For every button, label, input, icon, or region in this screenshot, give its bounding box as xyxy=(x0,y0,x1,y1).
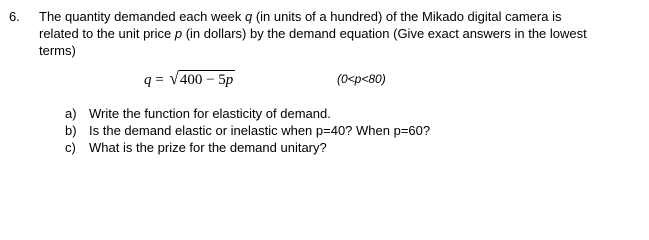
subpart-text: What is the prize for the demand unitary? xyxy=(89,140,327,155)
subpart-b xyxy=(9,122,649,139)
radicand-variable: p xyxy=(225,72,234,88)
subpart-list xyxy=(9,105,649,156)
question-line-1-end: (in units of a hundred) of the Mikado digital camera is xyxy=(252,9,562,24)
subpart-letter: b) xyxy=(65,123,77,138)
subpart-a xyxy=(9,105,649,122)
variable-p: p xyxy=(174,26,183,41)
sqrt-symbol: √ xyxy=(169,68,179,89)
radicand xyxy=(179,70,235,89)
equation-row xyxy=(9,68,649,94)
equation-equals: = xyxy=(151,72,168,88)
variable-q: q xyxy=(244,9,253,24)
question-line-2 xyxy=(39,25,639,42)
subpart-letter: c) xyxy=(65,140,76,155)
question-line-2-start: related to the unit price xyxy=(39,26,175,41)
subpart-c xyxy=(9,139,649,156)
question-line-2-end: (in dollars) by the demand equation (Give exact answers in the lowest xyxy=(182,26,587,41)
equation-lhs: q xyxy=(144,72,152,88)
subpart-text: Write the function for elasticity of demand. xyxy=(89,106,331,121)
question-number: 6. xyxy=(9,9,20,24)
demand-equation xyxy=(144,68,235,91)
radicand-constant: 400 − 5 xyxy=(179,72,226,88)
equation-domain: (0<p<80) xyxy=(337,72,386,86)
question-text xyxy=(39,8,639,59)
question-line-1-start: The quantity demanded each week xyxy=(39,9,245,24)
question-line-1 xyxy=(39,8,639,25)
question-line-3: terms) xyxy=(39,43,76,58)
subpart-text: Is the demand elastic or inelastic when p=40? When p=60? xyxy=(89,123,431,138)
subpart-letter: a) xyxy=(65,106,77,121)
